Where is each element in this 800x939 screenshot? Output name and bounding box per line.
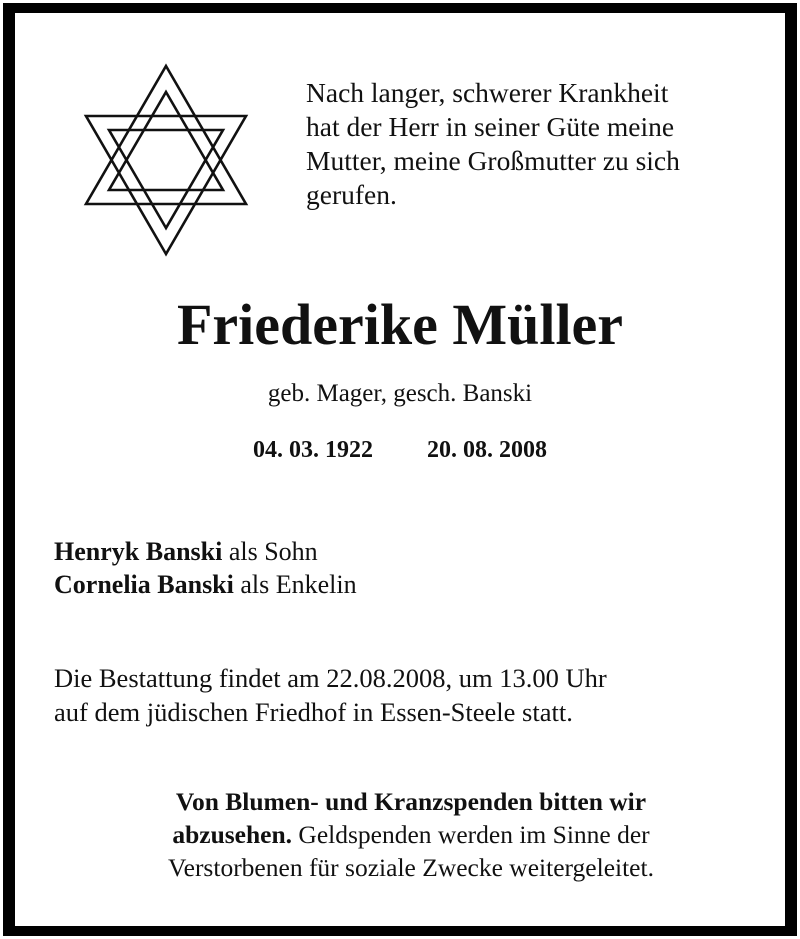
relative-row [54, 568, 357, 601]
closing-bold-text: abzusehen. [172, 820, 293, 849]
funeral-line: Die Bestattung findet am 22.08.2008, um 13.00 Uhr [54, 663, 607, 693]
closing-line: Verstorbenen für soziale Zwecke weitergeleitet. [168, 853, 654, 882]
life-dates [0, 434, 800, 466]
closing-text: Geldspenden werden im Sinne der [298, 820, 650, 849]
funeral-notice [54, 661, 607, 729]
closing-line [0, 785, 800, 818]
intro-line: Mutter, meine Großmutter zu sich [306, 145, 680, 176]
closing-note [0, 785, 800, 884]
deceased-name: Friederike Müller [176, 292, 624, 357]
star-of-david-icon [80, 62, 252, 258]
maiden-name: geb. Mager, gesch. Banski [267, 380, 533, 407]
relative-relation: als Enkelin [240, 570, 357, 599]
intro-text [306, 76, 776, 212]
death-date: 20. 08. 2008 [427, 437, 547, 463]
intro-line: gerufen. [306, 179, 397, 210]
relative-name: Cornelia Banski [54, 570, 234, 599]
closing-bold-text: Von Blumen- und Kranzspenden bitten wir [175, 787, 647, 816]
closing-line [0, 818, 800, 851]
relative-relation: als Sohn [228, 537, 318, 566]
relative-name: Henryk Banski [54, 537, 223, 566]
intro-line: Nach langer, schwerer Krankheit [306, 77, 669, 108]
funeral-line: auf dem jüdischen Friedhof in Essen-Steele statt. [54, 697, 573, 727]
relatives-list [54, 535, 357, 601]
birth-date: 04. 03. 1922 [253, 437, 373, 463]
intro-line: hat der Herr in seiner Güte meine [306, 111, 675, 142]
relative-row [54, 535, 357, 568]
